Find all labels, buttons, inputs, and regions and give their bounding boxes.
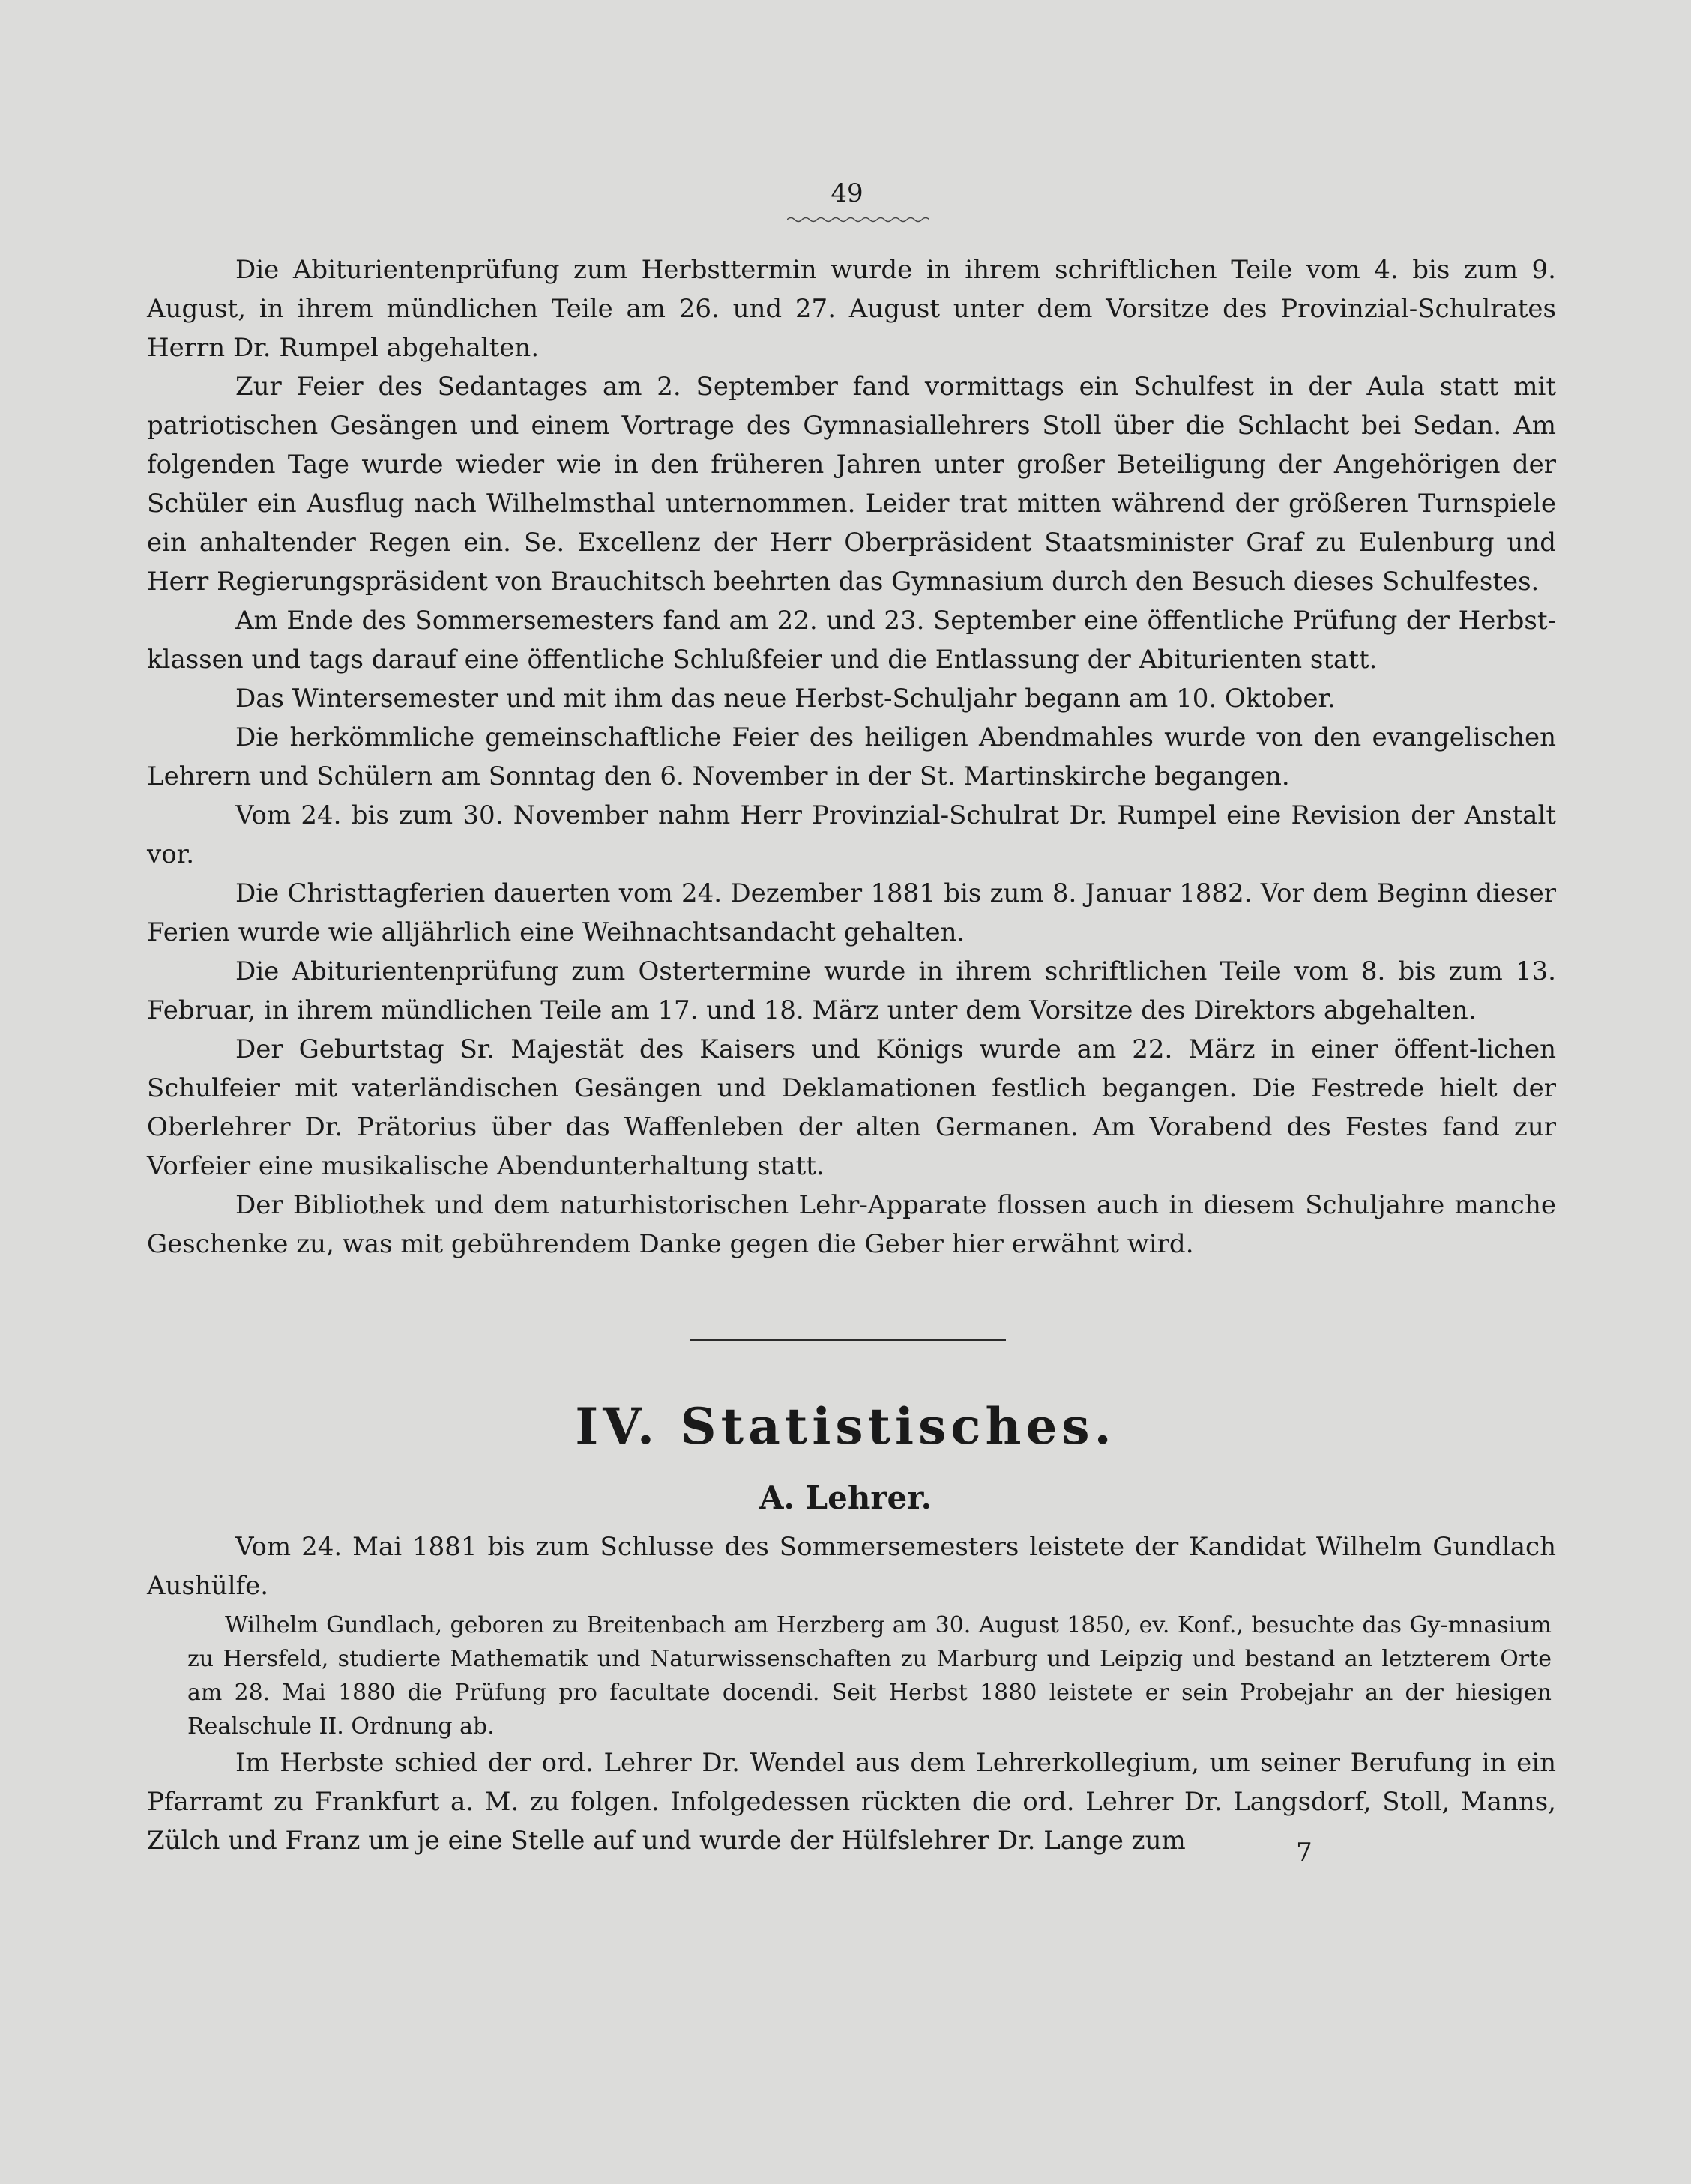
paragraph-staff-changes: Im Herbste schied der ord. Lehrer Dr. Wendel aus dem Lehrerkollegium, um seiner Berufung in ein Pfarramt zu Frankfurt a. M. zu folgen. Infolgedessen rückten die ord. Lehrer Dr. Langsdorf, Stoll, Manns, Zülch und Franz um je eine Stelle auf und wurde der Hülfslehrer Dr. Lange zum (147, 1748, 1556, 1856)
biography-block (187, 1608, 1552, 1743)
subsection-title: A. Lehrer. (759, 1479, 932, 1516)
paragraph-emperor-birthday: Der Geburtstag Sr. Majestät des Kaisers und Königs wurde am 22. März in einer öffent-lichen Schulfeier mit vaterländischen Gesängen und Deklamationen festlich begangen. Die Festrede hielt der Oberlehrer Dr. Prätorius über das Waffenleben der alten Germanen. Am Vorabend des Festes fand zur Vorfeier eine musikalische Abendunterhaltung statt. (147, 1034, 1556, 1181)
paragraph-winter-semester: Das Wintersemester und mit ihm das neue Herbst-Schuljahr begann am 10. Oktober. (235, 684, 1336, 714)
signature-mark: 7 (1296, 1838, 1312, 1868)
paragraph-communion: Die herkömmliche gemeinschaftliche Feier des heiligen Abendmahles wurde von den evangelischen Lehrern und Schülern am Sonntag den 6. November in der St. Martinskirche begangen. (147, 723, 1556, 791)
upper-text-block (147, 250, 1556, 1264)
paragraph-library: Der Bibliothek und dem naturhistorischen Lehr-Apparate flossen auch in diesem Schuljahre manche Geschenke zu, was mit gebührendem Danke gegen die Geber hier erwähnt wird. (147, 1190, 1556, 1259)
biography-text: Wilhelm Gundlach, geboren zu Breitenbach am Herzberg am 30. August 1850, ev. Konf., besuchte das Gy-mnasium zu Hersfeld, studierte Mathematik und Naturwissenschaften zu Marburg und Leipzig und bestand an letzterem Orte am 28. Mai 1880 die Prüfung pro facultate docendi. Seit Herbst 1880 leistete er sein Probejahr an der hiesigen Realschule II. Ordnung ab. (187, 1612, 1552, 1740)
paragraph-sedan-day: Zur Feier des Sedantages am 2. September fand vormittags ein Schulfest in der Aula statt mit patriotischen Gesängen und einem Vortrage des Gymnasiallehrers Stoll über die Schlacht bei Sedan. Am folgenden Tage wurde wieder wie in den früheren Jahren unter großer Beteiligung der Angehörigen der Schüler ein Ausflug nach Wilhelmsthal unternommen. Leider trat mitten während der größeren Turnspiele ein anhaltender Regen ein. Se. Excellenz der Herr Oberpräsident Staatsminister Graf zu Eulenburg und Herr Regierungspräsident von Brauchitsch beehrten das Gymnasium durch den Besuch dieses Schulfestes. (147, 372, 1556, 597)
section-title: IV. Statistisches. (575, 1397, 1116, 1456)
divider-rule (690, 1339, 1006, 1341)
lower-text-block-2 (147, 1743, 1556, 1860)
wavy-ornament (787, 216, 929, 223)
paragraph-christmas: Die Christtagferien dauerten vom 24. Dezember 1881 bis zum 8. Januar 1882. Vor dem Beginn dieser Ferien wurde wie alljährlich eine Weihnachtsandacht gehalten. (147, 878, 1556, 947)
page-number: 49 (831, 178, 863, 208)
paragraph-summer-end: Am Ende des Sommersemesters fand am 22. und 23. September eine öffentliche Prüfung der Herbst-klassen und tags darauf eine öffentliche Schlußfeier und die Entlassung der Abiturienten statt. (147, 606, 1556, 675)
paragraph-autumn-exam: Die Abiturientenprüfung zum Herbsttermin wurde in ihrem schriftlichen Teile vom 4. bis zum 9. August, in ihrem mündlichen Teile am 26. und 27. August unter dem Vorsitze des Provinzial-Schulrates Herrn Dr. Rumpel abgehalten. (147, 255, 1556, 363)
lower-text-block-1 (147, 1527, 1556, 1605)
paragraph-revision: Vom 24. bis zum 30. November nahm Herr Provinzial-Schulrat Dr. Rumpel eine Revision der Anstalt vor. (147, 800, 1556, 869)
paragraph-candidate: Vom 24. Mai 1881 bis zum Schlusse des Sommersemesters leistete der Kandidat Wilhelm Gundlach Aushülfe. (147, 1532, 1556, 1601)
paragraph-easter-exam: Die Abiturientenprüfung zum Ostertermine wurde in ihrem schriftlichen Teile vom 8. bis zum 13. Februar, in ihrem mündlichen Teile am 17. und 18. März unter dem Vorsitze des Direktors abgehalten. (147, 956, 1556, 1025)
